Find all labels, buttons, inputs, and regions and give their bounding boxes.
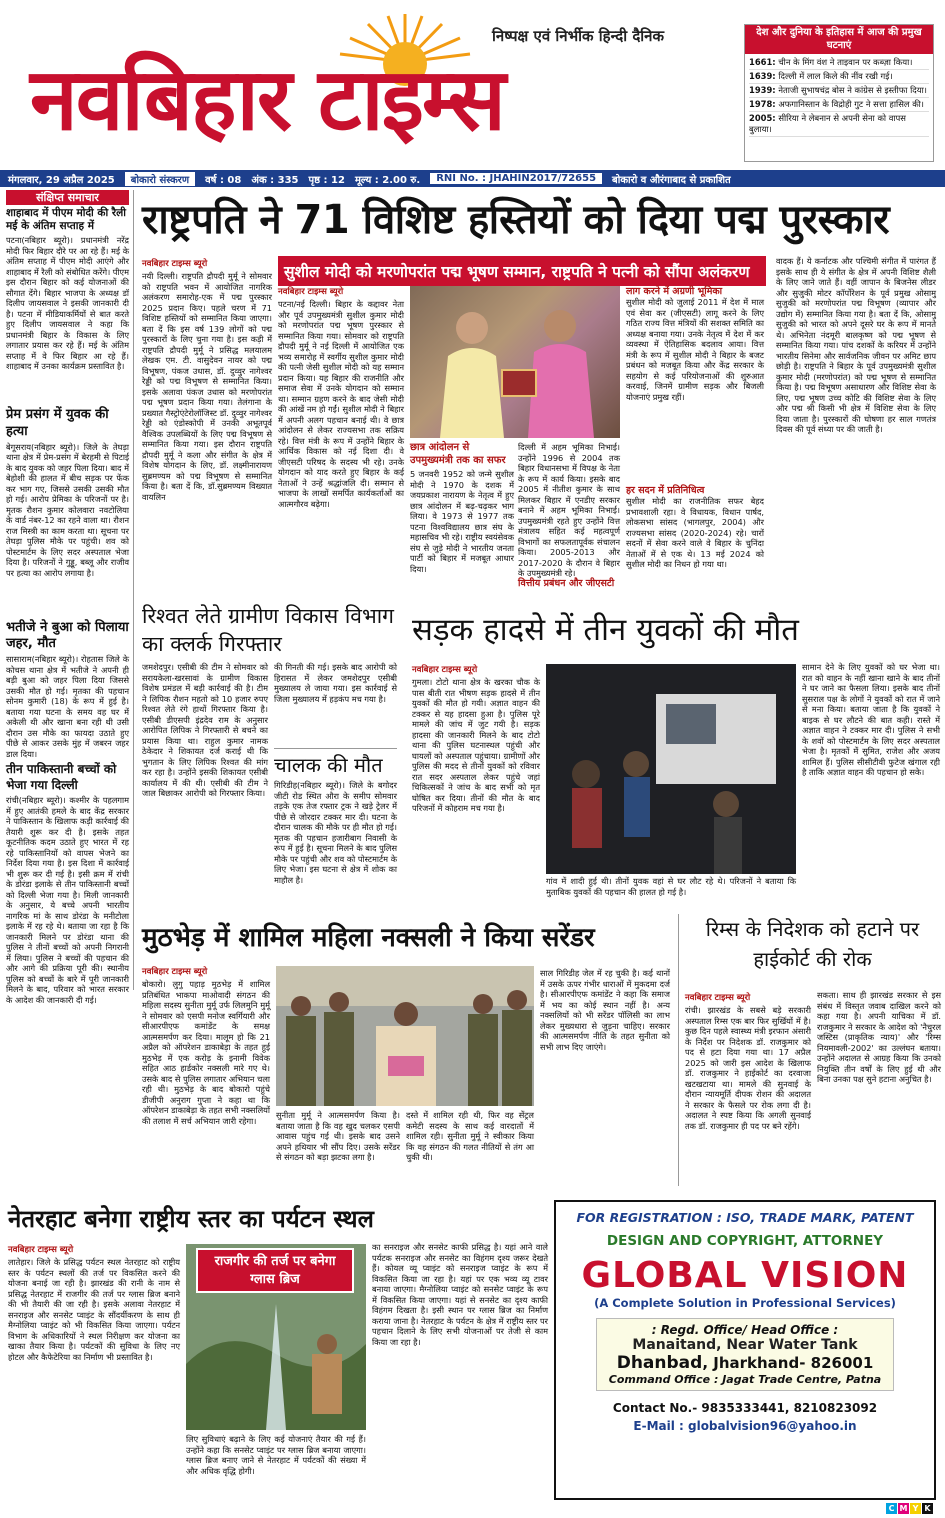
history-year: 1939:	[749, 84, 776, 95]
ad-contact: Contact No.- 9835333441, 8210823092	[612, 1401, 878, 1416]
rni-number: RNI No. : JHAHIN2017/72655	[430, 173, 602, 184]
sushil-text-4: सुशील मोदी को जुलाई 2011 में देश में माल एवं सेवा कर (जीएसटी) लागू करने के लिए गठित राज्य वित्त मंत्रियों की सशक्त समिति का अध्यक्ष बनाया गया। उनके नेतृत्व में देश में कर व्यवस्था में ऐतिहासिक बदलाव आया। वित्त मंत्री के रूप में सुशील मोदी ने बिहार के बजट प्रबंधन को मजबूत किया और केंद्र सरकार के सहयोग से कई परियोजनाओं की शुरुआत करवाई, जिनमें ग्रामीण सड़क और बिजली योजनाएं प्रमुख रहीं।	[626, 297, 764, 402]
brief-headline-4: तीन पाकिस्तानी बच्चों को भेजा गया दिल्ली	[6, 762, 117, 792]
naxal-headline: मुठभेड़ में शामिल महिला नक्सली ने किया सरेंडर	[142, 923, 595, 953]
history-item	[749, 56, 929, 70]
tourism-text-2: लिए सुविधाएं बढ़ाने के लिए कई योजनाएं तैयार की गई हैं। उन्होंने कहा कि सनसेट प्वाइंट पर ग्लास ब्रिज बनाया जाएगा। ग्लास ब्रिज बनाए जाने से नेतरहाट में पर्यटकों की संख्या में और अधिक वृद्धि होगी।	[186, 1434, 366, 1476]
sushil-mid-col	[410, 442, 514, 594]
history-text: सीरिया ने लेबनान से अपनी सेना को वापस बुलाया।	[749, 112, 906, 134]
ad-office-city: Dhanbad	[616, 1353, 703, 1374]
sushil-sub-3: लाग करने में अग्रणी भूमिका	[626, 286, 723, 297]
bribe-headline: रिश्वत लेते ग्रामीण विकास विभाग का क्लर्क गिरफ्तार	[142, 604, 394, 657]
ad-design: DESIGN AND COPYRIGHT, ATTORNEY	[606, 1233, 884, 1249]
history-year: 1978:	[749, 98, 776, 109]
history-year: 1639:	[749, 70, 776, 81]
lead-story	[142, 256, 272, 594]
tourism-story	[8, 1242, 548, 1504]
sushil-sub-1: छात्र आंदोलन से उपमुख्यमंत्री तक का सफर	[410, 442, 506, 466]
history-text: चीन के मिंग वंश ने ताइवान पर कब्ज़ा किया।	[775, 57, 913, 67]
issue-date: मंगलवार, 29 अप्रैल 2025	[8, 174, 115, 186]
published-from: बोकारो व औरंगाबाद से प्रकाशित	[612, 174, 731, 186]
bribe-text: जमशेदपुर। एसीबी की टीम ने सोमवार को सरायकेला-खरसावां के ग्रामीण विकास विशेष प्रमंडल में बड़ी कार्रवाई की है। टीम ने लिपिक रौशन महतो को 10 हजार रुपए रिश्वत लेते रंगे हाथों गिरफ्तार किया है। एसीबी डीएसपी इंद्रदेव राम के अनुसार आरोपित लिपिक ने गिरफ्तारी से बचने का प्रयास किया था। राहुल कुमार नामक ठेकेदार ने शिकायत दर्ज कराई थी कि भुगतान के लिए लिपिक रिश्वत की मांग कर रहा है। उन्होंने इसकी शिकायत एसीबी कार्यालय में की थी। एसीबी की टीम ने जाल बिछाकर आरोपी को गिरफ्तार किया।	[142, 662, 268, 798]
tourism-left-col	[8, 1242, 180, 1504]
lead-continued: वादक हैं। ये कर्नाटक और पश्चिमी संगीत में पारंगत हैं इसके साथ ही ये संगीत के क्षेत्र में अपनी विशिष्ट शैली के लिए जाने जाते हैं। वहीं जापान के बिजनेस लीडर और सुजुकी मोटर कॉर्पोरेशन के पूर्व प्रमुख ओसामु सुजुकी को मरणोपरांत पद्म विभूषण (व्यापार और उद्योग में) सम्मानित किया गया है। बता दें कि, ओसामु सुजुकी को भारत को अपने दूसरे घर के रूप में मानते थे। अभिनेता नंदमूरी बालकृष्ण को पद्म भूषण से सम्मानित किया गया। पांच दशकों के करियर में उन्होंने भारतीय सिनेमा और सार्वजनिक जीवन पर अमिट छाप छोड़ी है। राष्ट्रपति ने बिहार के पूर्व उपमुख्यमंत्री सुशील कुमार मोदी (मरणोपरांत) को पद्म भूषण से सम्मानित किया है। पद्म विभूषण असाधारण और विशिष्ट सेवा के लिए, पद्म भूषण उच्च कोटि की विशिष्ट सेवा के लिए और पद्म श्री किसी भी क्षेत्र में विशिष्ट सेवा के लिए दिया जाता है। पुरस्कारों की घोषणा हर साल गणतंत्र दिवस की पूर्व संध्या पर की जाती है।	[776, 256, 936, 434]
naxal-text-2: सुनीता मुर्मू ने आत्मसमर्पण किया है। बताया जाता है कि वह खुद चलकर एसपी आवास पहुंच गई थी। इसके बाद उसने अपने हथियार भी सौंप दिए। उसके सरेंडर से संगठन को बड़ा झटका लगा है।	[276, 1110, 400, 1162]
rims-byline: नवबिहार टाइम्स ब्यूरो	[685, 993, 751, 1003]
lead-byline: नवबिहार टाइम्स ब्यूरो	[142, 259, 208, 269]
volume-year: वर्ष : 08	[205, 174, 242, 186]
ad-office-box	[596, 1318, 894, 1391]
sushil-byline: नवबिहार टाइम्स ब्यूरो	[278, 287, 344, 297]
global-vision-ad	[554, 1200, 936, 1500]
driver-text: गिरिडीह(नबिहार ब्यूरो)। जिले के बगोदर जीटी रोड स्थित औरा के समीप सोमवार तड़के एक तेज रफ्तार ट्रक ने खड़े ट्रेलर में पीछे से जोरदार टक्कर मार दी। घटना के दौरान चालक की मौके पर ही मौत हो गई। मृतक की पहचान हजारीबाग निवासी के रूप में हुई है। सूचना मिलने के बाद पुलिस मौके पर पहुंची और शव को पोस्टमार्टम के लिए भेजा। इस घटना से क्षेत्र में शोक का माहौल है।	[274, 780, 397, 885]
bribe-story	[142, 602, 397, 902]
rims-text-2: सकता। साथ ही झारखंड सरकार से इस संबंध में विस्तृत जवाब दाखिल करने को कहा गया है। अपनी याचिका में डॉ. राजकुमार ने सरकार के आदेश को 'नैचुरल जस्टिस (प्राकृतिक न्याय)' और 'रिम्स नियमावली-2002' का उल्लंघन बताया। उन्होंने अदालत से आग्रह किया कि उनको नियुक्ति तीन वर्षों के लिए हुई थी और बिना उनका पक्ष सुने हटाना अनुचित है।	[817, 990, 941, 1084]
naxal-left-col	[142, 964, 270, 1186]
bribe-text-2: की गिनती की गई। इसके बाद आरोपी को हिरासत में लेकर जमशेदपुर एसीबी मुख्यालय ले जाया गया। इस कार्रवाई से जिला मुख्यालय में हड़कंप मच गया है।	[274, 662, 397, 704]
accident-story	[412, 662, 940, 907]
tourism-text: लातेहार। जिले के प्रसिद्ध पर्यटन स्थल नेतरहाट को राष्ट्रीय स्तर के पर्यटन स्थलों की तर्ज पर विकसित करने की योजना बनाई जा रही है। झारखंड की रानी के नाम से प्रसिद्ध नेतरहाट में राजगीर की तर्ज पर ग्लास ब्रिज बनाने की भी तैयारी की जा रही है। इसके अलावा नेतरहाट में सनराइज और सनसेट प्वाइंट के सौंदर्यीकरण के साथ ही मैग्नोलिया प्वाइंट को भी विकसित किया जाएगा। पर्यटन विभाग के अधिकारियों ने स्थल निरीक्षण कर योजना का खाका तैयार किया है। पर्यटकों की सुविधा के लिए नए होटल और कैफेटेरिया का निर्माण भी प्रस्तावित है।	[8, 1257, 180, 1362]
brief-headline-3: भतीजे ने बुआ को पिलाया जहर, मौत	[6, 619, 129, 651]
ad-office-address: Manaitand, Near Water Tank	[632, 1337, 858, 1354]
page-count: पृष्ठ : 12	[308, 174, 345, 186]
issue-number: अंक : 335	[251, 174, 299, 186]
brief-column	[6, 190, 134, 1005]
accident-headline: सड़क हादसे में तीन युवकों की मौत	[412, 612, 799, 648]
tourism-headline: नेतरहाट बनेगा राष्ट्रीय स्तर का पर्यटन स्थल	[8, 1205, 374, 1233]
history-text: अफगानिस्तान के विद्रोही गुट ने सत्ता हासिल की।	[775, 98, 924, 109]
accident-text: गुमला। टोटो थाना क्षेत्र के खरका चौक के पास बीती रात भीषण सड़क हादसे में तीन युवकों की मौत हो गयी। अज्ञात वाहन की टक्कर से यह हादसा हुआ है। पुलिस पूरे मामले की जांच में जुट गयी है। सड़क हादसा की जानकारी मिलने के बाद टोटो थाना की पुलिस घटनास्थल पहुंची और घायलों को अस्पताल पहुंचाया। ग्रामीणों और पुलिस की मदद से तीनों युवकों को रविवार रात सदर अस्पताल लेकर पहुंचे जहां चिकित्सकों ने जांच के बाद सभी को मृत घोषित कर दिया। तीनों की मौत के बाद परिजनों में कोहराम मच गया है।	[412, 677, 540, 813]
accident-byline: नवबिहार टाइम्स ब्यूरो	[412, 665, 478, 675]
sushil-mid-col-2	[518, 442, 620, 594]
ad-office-label: : Regd. Office/ Head Office :	[651, 1323, 839, 1338]
history-box	[744, 24, 934, 162]
history-text: दिल्ली में लाल किले की नींव रखी गई।	[775, 70, 893, 81]
history-item	[749, 84, 929, 98]
sushil-headline: सुशील मोदी को मरणोपरांत पद्म भूषण सम्मान, राष्ट्रपति ने पत्नी को सौंपा अलंकरण	[278, 256, 766, 286]
sushil-sub-4: हर सदन में प्रतिनिधित्व	[626, 485, 705, 496]
rims-text: रांची। झारखंड के सबसे बड़े सरकारी अस्पताल रिम्स एक बार फिर सुर्खियों में है। कुछ दिन पहले स्वास्थ्य मंत्री इरफान अंसारी के निर्देश पर निदेशक डॉ. राजकुमार को पद से हटा दिया गया था। 17 अप्रैल 2025 को जारी इस आदेश के खिलाफ डॉ. राजकुमार ने हाईकोर्ट का दरवाजा खटखटाया था। मामले की सुनवाई के दौरान न्यायमूर्ति दीपक रोशन की अदालत ने सरकार के फैसले पर रोक लगा दी है। अदालत ने स्पष्ट किया कि अगली सुनवाई तक डॉ. राजकुमार ही पद पर बने रहेंगे।	[685, 1005, 811, 1131]
brief-headline-1: शाहाबाद में पीएम मोदी की रैली मई के अंतिम सप्ताह में	[6, 207, 126, 233]
driver-story	[274, 748, 397, 900]
rims-left-col	[685, 990, 811, 1186]
info-bar	[0, 170, 945, 187]
ad-command-office: Command Office : Jagat Trade Centre, Patna	[608, 1373, 882, 1387]
ad-registration: FOR REGISTRATION : ISO, TRADE MARK, PATENT	[576, 1210, 914, 1225]
lead-headline: राष्ट्रपति ने 71 विशिष्ट हस्तियों को दिया पद्म पुरस्कार	[142, 197, 890, 243]
glass-bridge-box: राजगीर की तर्ज पर बनेगा ग्लास ब्रिज	[196, 1248, 354, 1293]
brief-text-2: बेगूसराय(नबिहार ब्यूरो)। जिले के तेघड़ा थाना क्षेत्र में प्रेम-प्रसंग में बेरहमी से पिटाई के बाद युवक को जहर पिला दिया। बाद में बेहोशी की हालत में बीच सड़क पर फेंक कर भाग गए, जिससे उसकी उसकी मौत हो गई। आरोप प्रेमिका के परिजनों पर है। मृतक रौशन कुमार कोलवारा नवटोलिया के वार्ड नंबर-12 का रहने वाला था। रौशन राज मिस्त्री का काम करता था। सूचना पर तेघड़ा पुलिस मौके पर पहुंची। शव को पोस्टमार्टम के लिए सदर अस्पताल भेजा दिया है। परिजनों ने गुड्डू, बब्लू और राजीव पर हत्या का आरोप लगाया है।	[6, 441, 129, 578]
history-item	[749, 70, 929, 84]
brief-text-1: पटना(नबिहार ब्यूरो)। प्रधानमंत्री नरेंद्र मोदी फिर बिहार दौरे पर आ रहे हैं। मई के अंतिम सप्ताह में पीएम मोदी आएंगे और शाहाबाद में रैली को संबोधित करेंगे। पीएम इस दौरान बिहार को कई योजनाओं की सौगात देंगे। बिहार भाजपा के अध्यक्ष डॉ दिलीप जायसवाल ने इसकी जानकारी दी है। पटना में मीडियाकर्मियों से बात करते हुए दिलीप जायसवाल ने कहा कि प्रधानमंत्री बिहार के विकास के लिए लगातार प्रयास कर रहे हैं। मई के अंतिम सप्ताह में वे फिर बिहार आ रहे हैं। शाहाबाद में उनका कार्यक्रम प्रस्तावित है।	[6, 235, 129, 372]
sushil-story	[278, 256, 766, 596]
rims-headline: रिम्स के निदेशक को हटाने पर हाईकोर्ट की रोक	[705, 917, 920, 971]
sushil-right-col	[626, 284, 764, 594]
history-year: 2005:	[749, 112, 776, 123]
registration-mark: Y	[910, 1503, 921, 1514]
masthead-tagline: निष्पक्ष एवं निर्भीक हिन्दी दैनिक	[492, 27, 665, 45]
history-item	[749, 112, 929, 137]
naxal-byline: नवबिहार टाइम्स ब्यूरो	[142, 967, 208, 977]
naxal-text: बोकारो। लुगु पहाड़ मुठभेड़ में शामिल प्रतिबंधित भाकपा माओवादी संगठन की महिला सदस्य सुनीता मुर्मू उर्फ लिलमुनि मुर्मू ने सोमवार को एसपी मनोज स्वर्गियारी और सीआरपीएफ कमांडेंट के समक्ष आत्मसमर्पण कर दिया। मालूम हो कि 21 अप्रैल को ऑपरेशन डाकाबेड़ा के तहत हुई मुठभेड़ में एक करोड़ के इनामी विवेक सहित आठ हार्डकोर नक्सली मारे गए थे। उसके बाद से पुलिस लगातार अभियान चला रही थी। मुठभेड़ के बाद बोकारो पहुंचे डीजीपी अनुराग गुप्ता ने कहा था कि ऑपरेशन डाकाबेड़ा के तहत सभी नक्सलियों की तलाश में सर्च अभियान जारी रहेगा।	[142, 979, 270, 1126]
sushil-sub-2: वित्तीय प्रबंधन और जीएसटी	[518, 578, 615, 589]
brief-headline-2: प्रेम प्रसंग में युवक की हत्या	[6, 407, 109, 439]
naxal-photo	[276, 966, 534, 1106]
masthead-title: नवबिहार टाइम्स	[30, 50, 504, 150]
naxal-story	[142, 964, 670, 1186]
padma-award-photo	[410, 286, 620, 438]
ad-email: E-Mail : globalvision96@yahoo.in	[633, 1419, 857, 1434]
naxal-text-3: दस्ते में शामिल रही थी, फिर वह सेंट्रल कमेटी सदस्य के साथ कई वारदातों में शामिल रही। सुनीता मुर्मू ने स्वीकार किया कि वह संगठन की गलत नीतियों से तंग आ चुकी थी।	[406, 1110, 534, 1162]
tourism-text-3: का सनराइज और सनसेट काफी प्रसिद्ध है। यहां आने वाले पर्यटक सनराइज और सनसेट का विहंगम दृश्य जरूर देखते हैं। कोयल व्यू प्वाइंट को सनराइज प्वाइंट के रूप में विकसित किया जा रहा है। यहां पर एक भव्य व्यू टावर बनाया जाएगा। मैग्नोलिया प्वाइंट को सनसेट प्वाइंट के रूप में विकसित किया जाएगा। यहां से सनसेट का दृश्य काफी विहंगम दिखता है। इसी स्थान पर ग्लास ब्रिज का निर्माण कराया जाना है। नेतरहाट के पर्यटन के क्षेत्र में राष्ट्रीय स्तर पर पहचान दिलाने के लिए सभी योजनाओं पर तेजी से काम किया जा रहा है।	[372, 1242, 548, 1347]
price: मूल्य : 2.00 रु.	[354, 174, 421, 186]
brief-label: संक्षिप्त समाचार	[6, 190, 129, 205]
sushil-left-col	[278, 284, 404, 592]
sushil-text-3: दिल्ली में अहम भूमिका निभाई। उन्होंने 1996 से 2004 तक बिहार विधानसभा में विपक्ष के नेता के रूप में कार्य किया। इसके बाद 2005 में नीतीश कुमार के साथ मिलकर बिहार में एनडीए सरकार बनाने में अहम भूमिका निभाई। उपमुख्यमंत्री रहते हुए उन्होंने वित्त मंत्रालय सहित कई महत्वपूर्ण विभागों का सफलतापूर्वक संचालन किया। 2005-2013 और 2017-2020 के दौरान वे बिहार के उपमुख्यमंत्री रहे।	[518, 442, 620, 578]
accident-photo-caption: गांव में शादी हुई थी। तीनों युवक वहां से घर लौट रहे थे। परिजनों ने बताया कि मुताबिक युवकों की पहचान की हालत हो गई है।	[546, 876, 796, 897]
accident-left-col	[412, 662, 540, 907]
brief-text-4: रांची(नबिहार ब्यूरो)। कश्मीर के पहलगाम में हुए आतंकी हमले के बाद केंद्र सरकार ने पाकिस्तान के खिलाफ कड़ी कार्रवाई की तैयारी शुरू कर दी है। इसके तहत कूटनीतिक कदम उठाते हुए भारत में रह रहे पाकिस्तानियों को वापस भेजने का निर्देश दिया गया है। इस दिशा में कार्रवाई भी शुरू कर दी गई है। इसी क्रम में रांची के डोरंडा इलाके से तीन पाकिस्तानी बच्चों को दिल्ली भेजा गया है। मिली जानकारी के अनुसार, ये बच्चे अपनी भारतीय नागरिक मां के साथ डोरंडा के मनीटोला इलाके में रह रहे थे। बताया जा रहा है कि जानकारी मिलने पर डोरंडा थाना की पुलिस ने तीनों बच्चों को अपनी निगरानी में लिया। पुलिस ने बच्चों की पहचान की और आगे की प्रक्रिया पूरी की। स्थानीय पुलिस को बच्चों के बारे में पूरी जानकारी मिलने के बाद, परिवार को भारत सरकार के आदेश की जानकारी दी गई।	[6, 795, 129, 1005]
accident-photo	[546, 664, 796, 874]
history-text: नेताजी सुभाषचंद्र बोस ने कांग्रेस से इस्तीफा दिया।	[775, 84, 927, 95]
sushil-text-2: 5 जनवरी 1952 को जन्मे सुशील मोदी ने 1970 के दशक में जयप्रकाश नारायण के नेतृत्व में हुए छात्र आंदोलन में बढ़-चढ़कर भाग लिया। वे 1973 से 1977 तक पटना विश्वविद्यालय छात्र संघ के महासचिव भी रहे। राष्ट्रीय स्वयंसेवक संघ से जुड़े मोदी ने भारतीय जनता पार्टी को बिहार में मजबूत आधार दिया।	[410, 469, 514, 574]
registration-mark: K	[922, 1503, 933, 1514]
driver-headline: चालक की मौत	[274, 748, 397, 778]
rims-story	[678, 914, 940, 1186]
ad-tagline: (A Complete Solution in Professional Services)	[594, 1296, 896, 1311]
registration-mark: M	[899, 1504, 908, 1513]
history-heading: देश और दुनिया के इतिहास में आज की प्रमुख घटनाएं	[745, 25, 933, 54]
sushil-text-5: सुशील मोदी का राजनीतिक सफर बेहद प्रभावशाली रहा। वे विधायक, विधान पार्षद, लोकसभा सांसद (भागलपुर, 2004) और राज्यसभा सांसद (2020-2024) रहे। चारों सदनों में सेवा करने वाले वे बिहार के चुनिंदा नेताओं में से एक थे। 13 मई 2024 को सुशील मोदी का निधन हो गया था।	[626, 496, 764, 569]
history-item	[749, 98, 929, 112]
tourism-byline: नवबिहार टाइम्स ब्यूरो	[8, 1245, 74, 1255]
sushil-text: पटना/नई दिल्ली। बिहार के कद्दावर नेता और पूर्व उपमुख्यमंत्री सुशील कुमार मोदी को मरणोपरांत पद्म भूषण पुरस्कार से सम्मानित किया गया। सोमवार को राष्ट्रपति द्रौपदी मुर्मू ने नई दिल्ली में आयोजित एक भव्य समारोह में स्वर्गीय सुशील कुमार मोदी की पत्नी जेसी सुशील मोदी को यह सम्मान प्रदान किया। यह बिहार की राजनीति और समाज सेवा में उनके योगदान को सम्मान था। सम्मान ग्रहण करने के बाद जेसी मोदी की आंखें नम हो गईं। सुशील मोदी ने बिहार में अपनी अलग पहचान बनाई थी। वे छात्र आंदोलन से लेकर राज्यसभा तक सक्रिय रहे। वित्त मंत्री के रूप में उन्होंने बिहार के आर्थिक विकास को नई दिशा दी। वे जीएसटी परिषद के सदस्य भी रहे। उनके योगदान को याद करते हुए बिहार के कई नेताओं ने उन्हें श्रद्धांजलि दी। सम्मान से भाजपा के लाखों समर्पित कार्यकर्ताओं का आत्मगौरव बढ़ेगा।	[278, 299, 404, 509]
registration-mark: C	[886, 1503, 897, 1514]
accident-text-2: सामान देने के लिए युवकों को घर भेजा था। रात को वाहन के नहीं खाना खाने के बाद तीनों ने घर जाने का फैसला लिया। इसके बाद तीनों सुसराल पक्ष के लोगों ने युवकों को रात में जाने से मना किया। बताया जाता है कि युवकों ने बाइक से घर लौटने की बात कही। रास्ते में अज्ञात वाहन ने टक्कर मार दी। पुलिस ने सभी के शवों को पोस्टमार्टम के लिए सदर अस्पताल भेजा है। मृतकों में सुमित, राजेश और अजय शामिल हैं। पुलिस सीसीटीवी फुटेज खंगाल रही है ताकि अज्ञात वाहन की पहचान हो सके।	[802, 662, 940, 777]
naxal-text-4: साल गिरिडीह जेल में रह चुकी है। कई थानों में उसके ऊपर गंभीर धाराओं में मुकदमा दर्ज है। सीआरपीएफ कमांडेंट ने कहा कि समाज में भय का कोई स्थान नहीं है। अन्य नक्सलियों को भी सरेंडर पॉलिसी का लाभ लेकर मुख्यधारा से जुड़ना चाहिए। सरकार की आत्मसमर्पण नीति के तहत सुनीता को सभी लाभ दिए जाएंगे।	[540, 968, 670, 1052]
ad-office-state: , Jharkhand- 826001	[702, 1354, 874, 1373]
lead-text: नयी दिल्ली। राष्ट्रपति द्रौपदी मुर्मू ने सोमवार को राष्ट्रपति भवन में आयोजित नागरिक अलंकरण समारोह-एक में पद्म पुरस्कार 2025 प्रदान किए। पहले चरण में 71 विशिष्ट हस्तियों को सम्मानित किया जाएगा। बता दें कि इस वर्ष 139 लोगों को पद्म पुरस्कारों के लिए चुना गया है। इस कड़ी में राष्ट्रपति द्रौपदी मुर्मू ने प्रसिद्ध मलयालम लेखक एम. टी. वासुदेवन नायर को पद्म विभूषण, पंकज उधास, डॉ. दुव्वुर नागेश्वर रेड्डी को पद्म विभूषण से सम्मानित किया। इसके अलावा पंकज उधास को मरणोपरांत पद्म भूषण प्रदान किया गया। तेलंगाना के प्रख्यात गैस्ट्रोएंटेरोलॉजिस्ट डॉ. दुव्वुर नागेश्वर रेड्डी को एंडोस्कोपी में उनकी अभूतपूर्व वैश्विक उपलब्धियों के लिए पद्म विभूषण से सम्मानित किया गया। इस दौरान राष्ट्रपति द्रौपदी मुर्मू ने कला और संगीत के क्षेत्र में विशेष योगदान के लिए, डॉ. लक्ष्मीनारायण सुब्रमण्यम को पद्म विभूषण से सम्मानित किया है। बता दें कि, डॉ.सुब्रमण्यम विख्यात वायलिन	[142, 271, 272, 502]
masthead	[0, 0, 740, 168]
registration-marks	[886, 1503, 933, 1514]
brief-text-3: सासाराम(नबिहार ब्यूरो)। रोहतास जिले के कोचस थाना क्षेत्र में भतीजे ने अपनी ही बड़ी बुआ को जहर पिला दिया जिससे उसकी मौत हो गई। मृतका की पहचान सोनम कुमारी (18) के रूप में हुई है। बताया गया घटना के समय वह घर में अकेली थी और खाना बना रही थी उसी दौरान उस मौके का फायदा उठाते हुए पीछे से आकर उसके मुंह में जबरन जहर डाल दिया।	[6, 654, 129, 759]
edition: बोकारो संस्करण	[125, 172, 195, 186]
ad-brand: GLOBAL VISION	[581, 1255, 909, 1296]
history-year: 1661:	[749, 57, 776, 67]
